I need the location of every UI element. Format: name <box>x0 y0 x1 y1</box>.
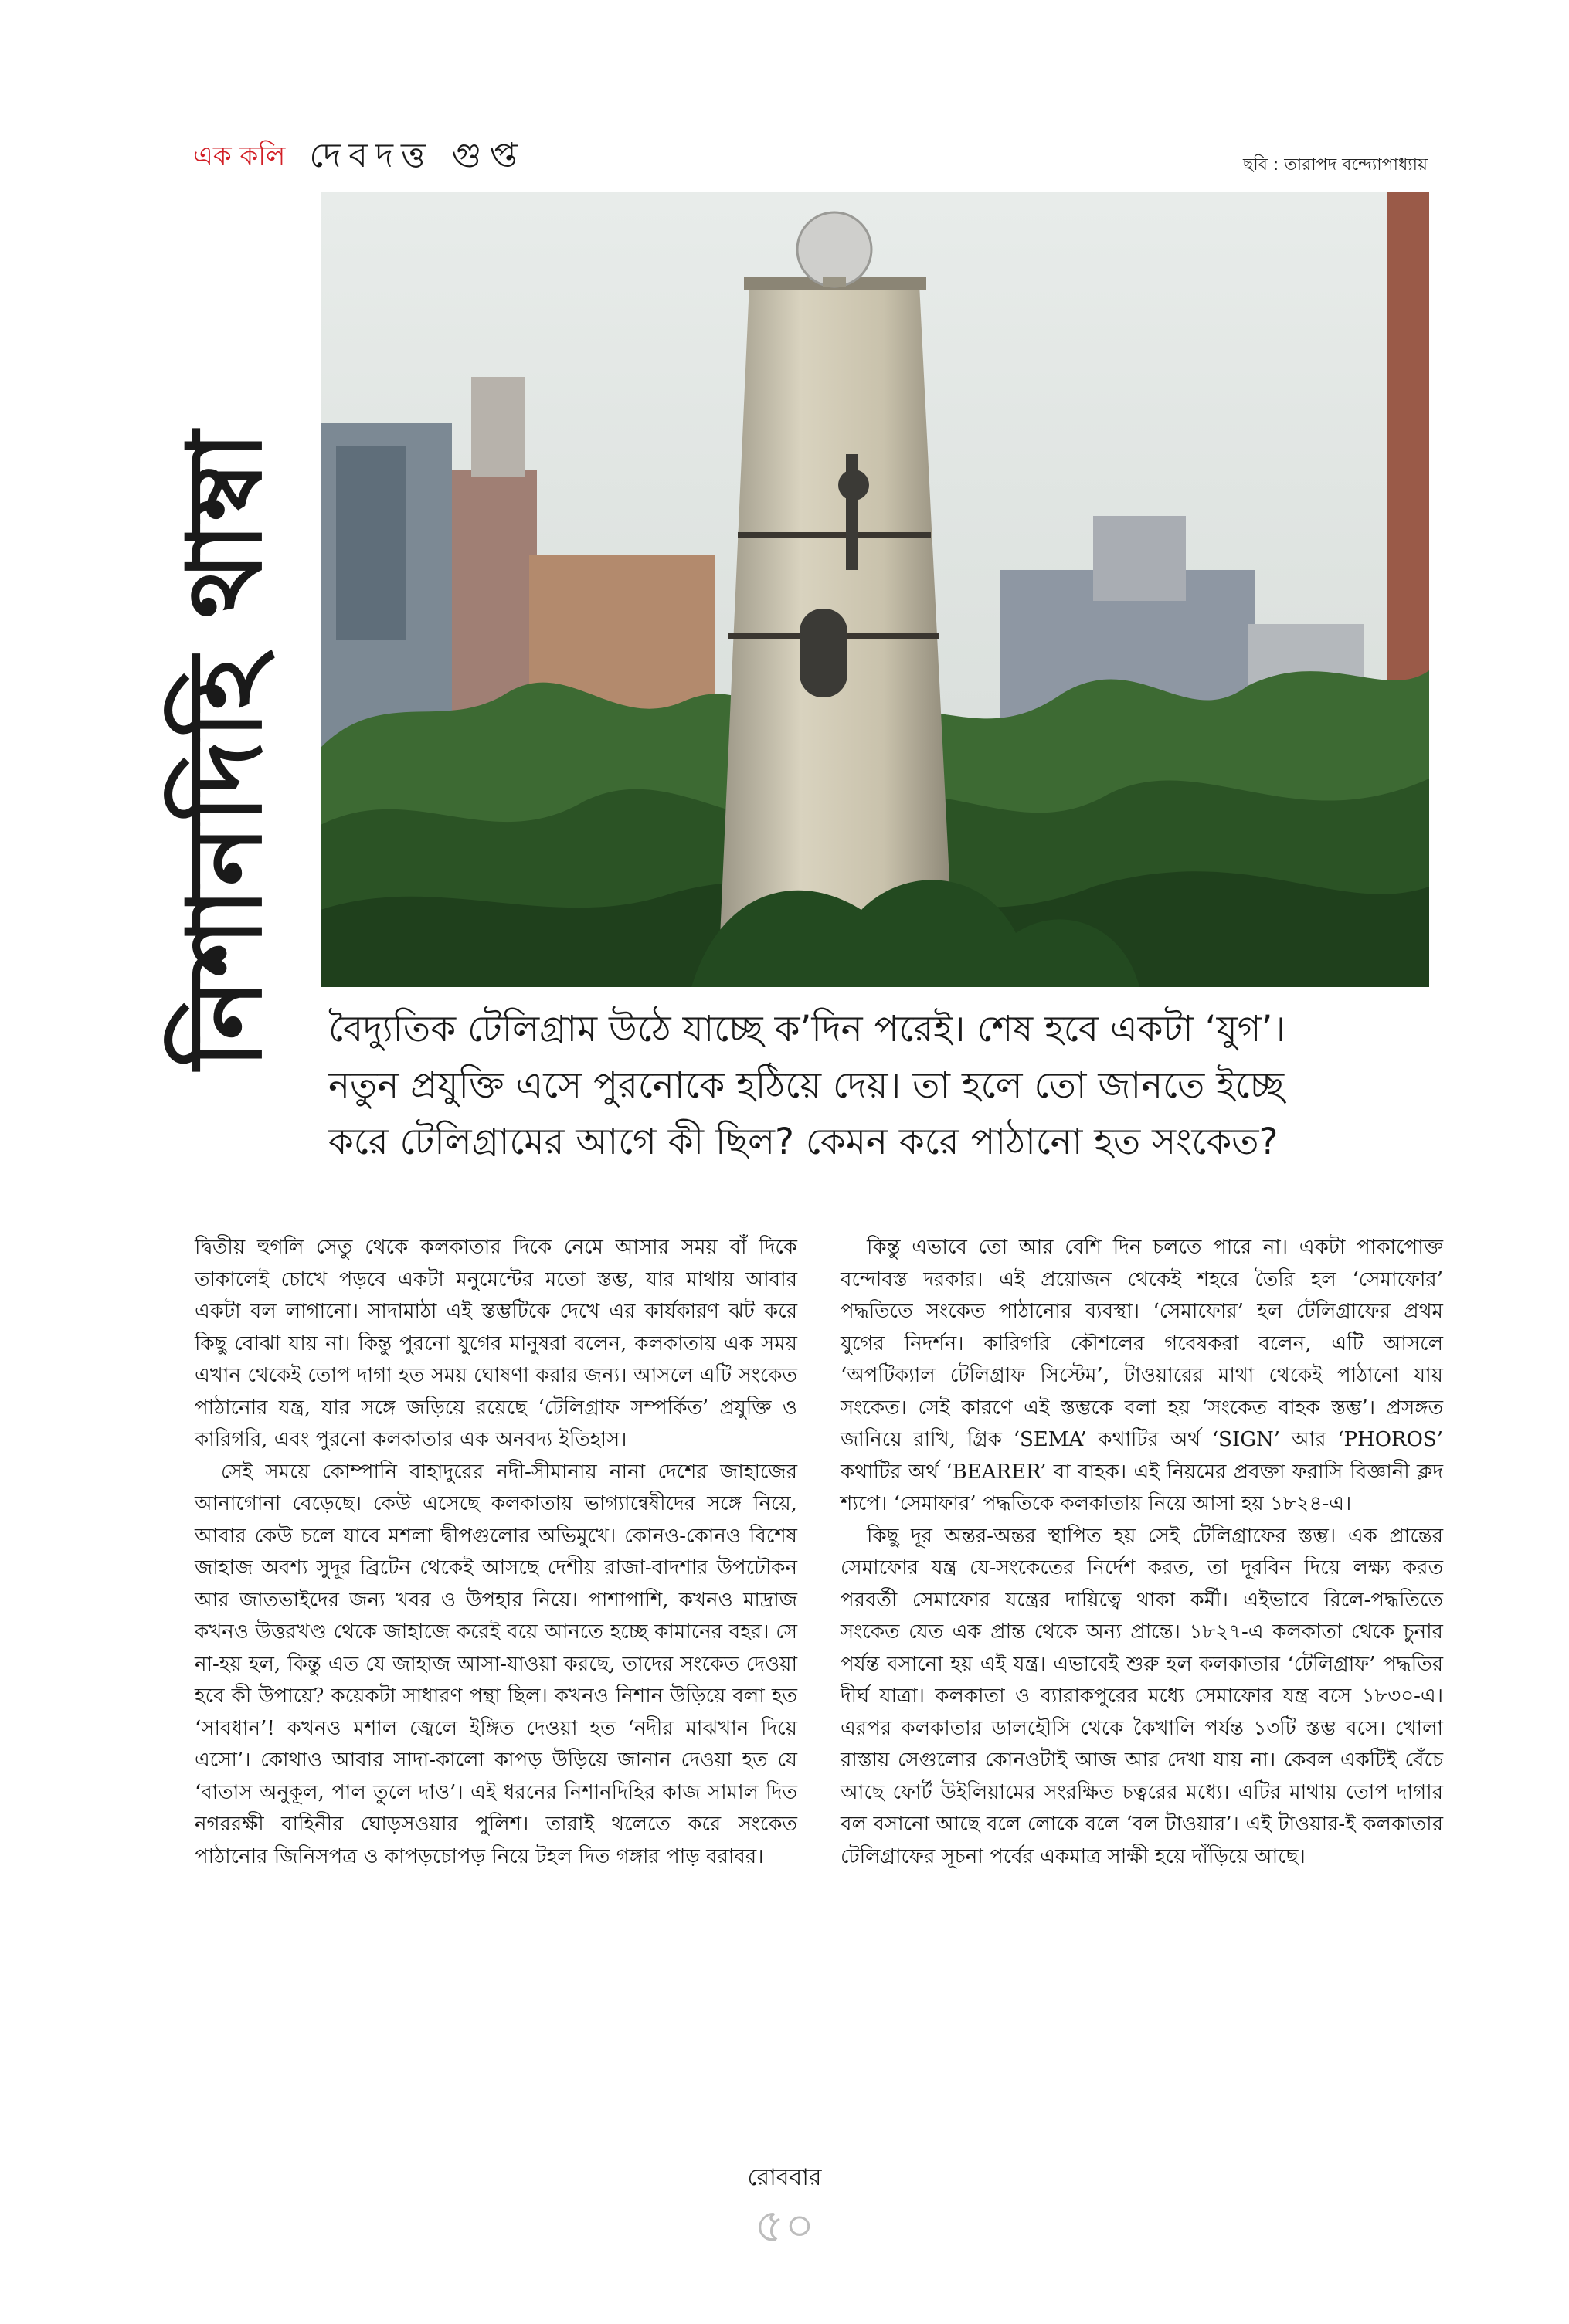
author-name: দেবদত্ত গুপ্ত <box>309 136 525 175</box>
standfirst-line: নতুন প্রযুক্তি এসে পুরনোকে হঠিয়ে দেয়। তা হলে তো জানতে ইচ্ছে <box>328 1064 1285 1107</box>
article-paragraph: সেই সময়ে কোম্পানি বাহাদুরের নদী-সীমানায় নানা দেশের জাহাজের আনাগোনা বেড়েছে। কেউ এসেছে কলকাতায় ভাগ্যান্বেষীদের সঙ্গে নিয়ে, আবার কেউ চলে যাবে মশলা দ্বীপগুলোর অভিমুখে। কোনও-কোনও বিশেষ জাহাজ অবশ্য সুদূর ব্রিটেন থেকেই আসছে দেশীয় রাজা-বাদশার উপঢৌকন আর জাতভাইদের জন্য খবর ও উপহার নিয়ে। পাশাপাশি, কখনও মাদ্রাজ কখনও উত্তরখণ্ড থেকে জাহাজে করেই বয়ে আনতে হচ্ছে কামানের বহর। সে না-হয় হল, কিন্তু এত যে জাহাজ আসা-যাওয়া করছে, তাদের সংকেত দেওয়া হবে কী উপায়ে? কয়েকটা সাধারণ পন্থা ছিল। কখনও নিশান উড়িয়ে বলা হত ‘সাবধান’! কখনও মশাল জ্বেলে ইঙ্গিত দেওয়া হত ‘নদীর মাঝখান দিয়ে এসো’। কোথাও আবার সাদা-কালো কাপড় উড়িয়ে জানান দেওয়া হত যে ‘বাতাস অনুকূল, পাল তুলে দাও’। এই ধরনের নিশানদিহির কাজ সামাল দিত নগররক্ষী বাহিনীর ঘোড়সওয়ার পুলিশ। তারাই থলেতে করে সংকেত পাঠানোর জিনিসপত্র ও কাপড়চোপড় নিয়ে টহল দিত গঙ্গার পাড় বরাবর। <box>195 1460 797 1868</box>
magazine-name: রোববার <box>747 2164 822 2191</box>
article-paragraph: দ্বিতীয় হুগলি সেতু থেকে কলকাতার দিকে নেমে আসার সময় বাঁ দিকে তাকালেই চোখে পড়বে একটা মনুমেন্টের মতো স্তম্ভ, যার মাথায় আবার একটা বল লাগানো। সাদামাঠা এই স্তম্ভটিকে দেখে এর কার্যকারণ ঝট করে কিছু বোঝা যায় না। কিন্তু পুরনো যুগের মানুষরা বলেন, কলকাতায় এক সময় এখান থেকেই তোপ দাগা হত সময় ঘোষণা করার জন্য। আসলে এটি সংকেত পাঠানোর যন্ত্র, যার সঙ্গে জড়িয়ে রয়েছে ‘টেলিগ্রাফ সম্পর্কিত’ প্রযুক্তি ও কারিগরি, এবং পুরনো কলকাতার এক অনবদ্য ইতিহাস। <box>195 1236 797 1451</box>
vertical-headline <box>158 429 305 1069</box>
article-paragraph: কিন্তু এভাবে তো আর বেশি দিন চলতে পারে না। একটা পাকাপোক্ত বন্দোবস্ত দরকার। এই প্রয়োজন থেকেই শহরে তৈরি হল ‘সেমাফোর’ পদ্ধতিতে সংকেত পাঠানোর ব্যবস্থা। ‘সেমাফোর’ হল টেলিগ্রাফের প্রথম যুগের নিদর্শন। কারিগরি কৌশলের গবেষকরা বলেন, এটি আসলে ‘অপটিক্যাল টেলিগ্রাফ সিস্টেম’, টাওয়ারের মাথা থেকেই পাঠানো যায় সংকেত। সেই কারণে এই স্তম্ভকে বলা হয় ‘সংকেত বাহক স্তম্ভ’। প্রসঙ্গত জানিয়ে রাখি, গ্রিক ‘SEMA’ কথাটির অর্থ ‘SIGN’ আর ‘PHOROS’ কথাটির অর্থ ‘BEARER’ বা বাহক। এই নিয়মের প্রবক্তা ফরাসি বিজ্ঞানী ক্লদ শ্যপে। ‘সেমাফার’ পদ্ধতিকে কলকাতায় নিয়ে আসা হয় ১৮২৪-এ। <box>841 1236 1443 1515</box>
article-column-right <box>841 1232 1443 1873</box>
tower-photo <box>321 192 1429 987</box>
section-tag: এক কলি <box>193 141 286 171</box>
standfirst-line: বৈদ্যুতিক টেলিগ্রাম উঠে যাচ্ছে ক’দিন পরেই। শেষ হবে একটা ‘যুগ’। <box>328 1008 1286 1050</box>
article-column-left <box>195 1232 797 1873</box>
photo-credit: ছবি : তারাপদ বন্দ্যোপাধ্যায় <box>1243 155 1428 175</box>
standfirst <box>328 1001 1433 1170</box>
headline-text: নিশানদিহি থাম্বা <box>166 429 286 1069</box>
tower-photo-illustration <box>321 192 1429 987</box>
page-header <box>193 130 525 184</box>
article-paragraph: কিছু দূর অন্তর-অন্তর স্থাপিত হয় সেই টেলিগ্রাফের স্তম্ভ। এক প্রান্তের সেমাফোর যন্ত্র যে-সংকেতের নির্দেশ করত, তা দূরবিন দিয়ে লক্ষ্য করত পরবর্তী সেমাফোর যন্ত্রের দায়িত্বে থাকা কর্মী। এইভাবে রিলে-পদ্ধতিতে সংকেত যেত এক প্রান্ত থেকে অন্য প্রান্তে। ১৮২৭-এ কলকাতা থেকে চুনার পর্যন্ত বসানো হয় এই যন্ত্র। এভাবেই শুরু হল কলকাতার ‘টেলিগ্রাফ’ পদ্ধতির দীর্ঘ যাত্রা। কলকাতা ও ব্যারাকপুরের মধ্যে সেমাফোর যন্ত্র বসে ১৮৩০-এ। এরপর কলকাতার ডালহৌসি থেকে কৈখালি পর্যন্ত ১৩টি স্তম্ভ বসে। খোলা রাস্তায় সেগুলোর কোনওটাই আজ আর দেখা যায় না। কেবল একটিই বেঁচে আছে ফোর্ট উইলিয়ামের সংরক্ষিত চত্বরের মধ্যে। এটির মাথায় তোপ দাগার বল বসানো আছে বলে লোকে বলে ‘বল টাওয়ার’। এই টাওয়ার-ই কলকাতার টেলিগ্রাফের সূচনা পর্বের একমাত্র সাক্ষী হয়ে দাঁড়িয়ে আছে। <box>841 1524 1443 1868</box>
page-number: ৫০ <box>754 2199 815 2253</box>
standfirst-line: করে টেলিগ্রামের আগে কী ছিল? কেমন করে পাঠানো হত সংকেত? <box>328 1121 1279 1163</box>
